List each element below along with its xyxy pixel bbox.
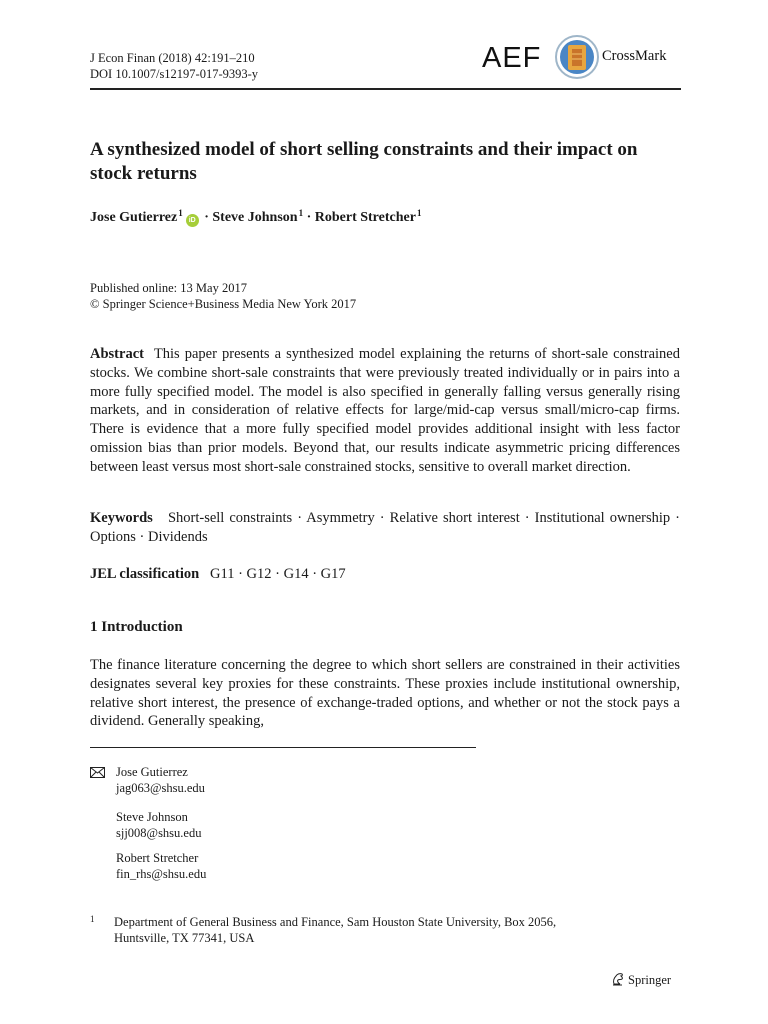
journal-citation (90, 50, 258, 82)
section-heading: 1 Introduction (90, 619, 183, 635)
correspondent-name: Robert Stretcher (116, 851, 199, 865)
correspondence-entry (116, 765, 205, 796)
header-logos (482, 34, 682, 80)
author-affiliation-marker: 1 (298, 208, 304, 218)
publisher-mark (611, 972, 671, 988)
correspondent-email[interactable]: jag063@shsu.edu (116, 780, 205, 795)
author-name: Steve Johnson (212, 210, 298, 225)
keywords-text: Short-sell constraints · Asymmetry · Relative short interest · Institutional ownership · Options · Dividends (90, 510, 680, 545)
publisher-name: Springer (628, 973, 672, 987)
abstract-label: Abstract (90, 346, 144, 362)
author-name: Jose Gutierrez (90, 210, 178, 225)
published-date: Published online: 13 May 2017 (90, 281, 247, 295)
correspondent-name: Steve Johnson (116, 810, 188, 824)
publication-info (90, 281, 356, 312)
jel-classification (90, 565, 346, 584)
author-affiliation-marker: 1 (178, 208, 183, 218)
author-separator: · (200, 210, 213, 225)
footnote-rule (90, 747, 476, 748)
doi-line[interactable]: DOI 10.1007/s12197-017-9393-y (90, 67, 259, 81)
copyright-line: © Springer Science+Business Media New York 2017 (90, 296, 357, 311)
envelope-icon (90, 767, 105, 778)
article-title: A synthesized model of short selling constraints and their impact on stock returns (90, 139, 638, 184)
author-name: Robert Stretcher (314, 210, 416, 225)
introduction-paragraph: The finance literature concerning the degree to which short sellers are constrained in their activities designates several key proxies for these constraints. These proxies include institutional ownership, relative short interest, the presence of exchange-traded options, and whether or not the stock pays a dividend. Generally speaking, (90, 657, 680, 730)
affiliation-number: 1 (90, 914, 95, 924)
orcid-icon[interactable]: iD (186, 214, 199, 227)
affiliation-text (114, 915, 674, 946)
author-list (90, 208, 421, 227)
jel-label: JEL classification (90, 566, 200, 582)
keywords-label: Keywords (90, 510, 153, 526)
crossmark-label[interactable]: CrossMark (602, 48, 667, 64)
correspondence-entry (116, 810, 201, 841)
header-rule (90, 88, 681, 90)
correspondence-entry (116, 851, 206, 882)
springer-horse-icon (611, 972, 625, 986)
correspondent-email[interactable]: fin_rhs@shsu.edu (116, 866, 207, 881)
correspondent-name: Jose Gutierrez (116, 765, 188, 779)
crossmark-icon[interactable] (554, 34, 600, 80)
affiliation-line: Huntsville, TX 77341, USA (114, 930, 255, 945)
author-affiliation-marker: 1 (416, 208, 422, 218)
affiliation-line: Department of General Business and Finance, Sam Houston State University, Box 2056, (114, 915, 557, 929)
aef-logo: AEF (482, 42, 542, 74)
correspondent-email[interactable]: sjj008@shsu.edu (116, 825, 202, 840)
jel-codes: G11 · G12 · G14 · G17 (210, 566, 346, 582)
abstract (90, 345, 680, 477)
abstract-text: This paper presents a synthesized model explaining the returns of short-sale constrained stocks. We combine short-sale constraints that were previously treated individually or in pairs into a more fully specified model. The model is also specified in generally falling versus generally rising markets, and in consideration of relative effects for large/mid-cap versus small/micro-cap firms. There is evidence that a more fully specified model provides additional insight with less factor omission bias than prior models. Beyond that, our results indicate asymmetric pricing differences between least versus most short-sale constrained stocks, sensitive to overall market direction. (90, 346, 680, 475)
keywords (90, 509, 680, 547)
journal-reference: J Econ Finan (2018) 42:191–210 (90, 51, 255, 65)
author-separator: · (303, 210, 315, 225)
